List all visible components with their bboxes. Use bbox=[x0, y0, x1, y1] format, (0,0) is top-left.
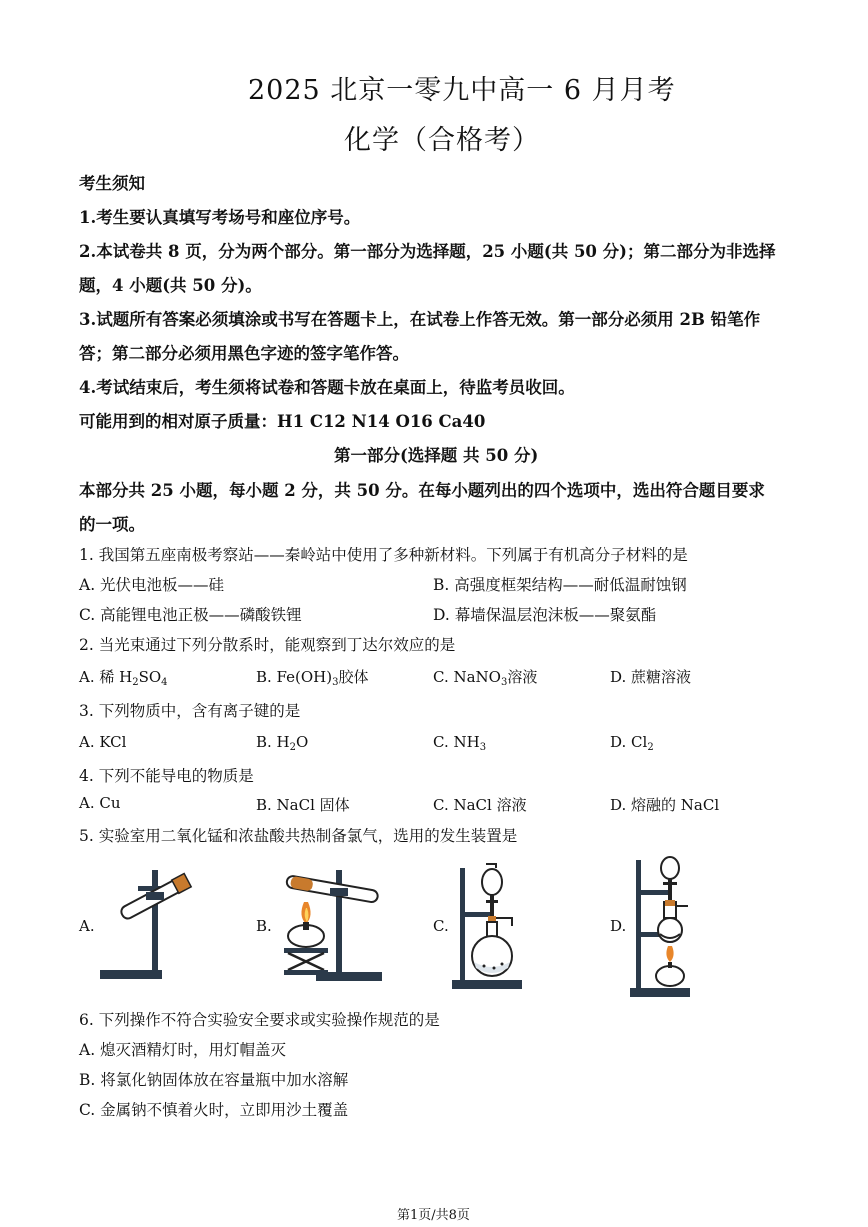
part1-instruction-line-1: 本部分共 25 小题，每小题 2 分，共 50 分。在每小题列出的四个选项中，选出符合题目要求 bbox=[79, 481, 765, 500]
q2-option-b: B. $Fe(OH)_3$胶体 bbox=[256, 668, 369, 688]
apparatus-d-image bbox=[630, 852, 694, 1000]
q5-option-c-label: C. bbox=[433, 917, 449, 935]
q1-option-d: D. 幕墙保温层泡沫板——聚氨酯 bbox=[433, 606, 657, 624]
apparatus-b-image bbox=[276, 860, 384, 984]
q5-option-a-label: A. bbox=[79, 917, 95, 935]
q1-option-c: C. 高能锂电池正极——磷酸铁锂 bbox=[79, 606, 302, 624]
apparatus-a-image bbox=[98, 862, 208, 984]
exam-title: 2025 北京一零九中高一 6 月月考 bbox=[248, 75, 676, 106]
notice-item-2-line-1: 2.本试卷共 8 页，分为两个部分。第一部分为选择题，25 小题(共 50 分)；第二部分为非选择 bbox=[79, 242, 776, 261]
q4-option-a: A. Cu bbox=[79, 794, 121, 812]
notice-item-4: 4.考试结束后，考生须将试卷和答题卡放在桌面上，待监考员收回。 bbox=[79, 378, 575, 397]
notice-item-2-line-2: 题，4 小题(共 50 分)。 bbox=[79, 276, 262, 295]
notice-item-3-line-2: 答；第二部分必须用黑色字迹的签字笔作答。 bbox=[79, 344, 409, 363]
q5-option-d-label: D. bbox=[610, 917, 627, 935]
q3-option-c: C. $NH_3$ bbox=[433, 733, 487, 753]
exam-subtitle: 化学（合格考） bbox=[344, 125, 540, 156]
notice-item-3-line-1: 3.试题所有答案必须填涂或书写在答题卡上，在试卷上作答无效。第一部分必须用 2B 铅笔作 bbox=[79, 310, 761, 329]
q2-option-a: A. 稀 $H_2SO_4$ bbox=[79, 668, 168, 688]
q3-option-d: D. $Cl_2$ bbox=[610, 733, 654, 753]
q3-stem: 3. 下列物质中，含有离子键的是 bbox=[79, 702, 301, 720]
q2-option-d: D. 蔗糖溶液 bbox=[610, 668, 692, 686]
q2-stem: 2. 当光束通过下列分散系时，能观察到丁达尔效应的是 bbox=[79, 636, 456, 654]
q1-stem: 1. 我国第五座南极考察站——秦岭站中使用了多种新材料。下列属于有机高分子材料的是 bbox=[79, 546, 688, 564]
part1-instruction-line-2: 的一项。 bbox=[79, 515, 145, 534]
q2-option-c: C. NaNO$_3$溶液 bbox=[433, 668, 538, 688]
q5-stem: 5. 实验室用二氧化锰和浓盐酸共热制备氯气，选用的发生装置是 bbox=[79, 827, 518, 845]
q5-option-b-label: B. bbox=[256, 917, 272, 935]
notice-heading: 考生须知 bbox=[79, 174, 145, 193]
q1-option-a: A. 光伏电池板——硅 bbox=[79, 576, 225, 594]
q1-option-b: B. 高强度框架结构——耐低温耐蚀钢 bbox=[433, 576, 687, 594]
q3-option-b: B. $H_2O$ bbox=[256, 733, 309, 753]
apparatus-c-image bbox=[452, 860, 524, 992]
page-number: 第1页/共8页 bbox=[397, 1208, 470, 1223]
q6-option-c: C. 金属钠不慎着火时，立即用沙土覆盖 bbox=[79, 1101, 349, 1119]
q6-stem: 6. 下列操作不符合实验安全要求或实验操作规范的是 bbox=[79, 1011, 440, 1029]
atomic-mass-line: 可能用到的相对原子质量：H1 C12 N14 O16 Ca40 bbox=[79, 412, 486, 431]
q4-option-c: C. NaCl 溶液 bbox=[433, 796, 527, 814]
q4-stem: 4. 下列不能导电的物质是 bbox=[79, 767, 254, 785]
notice-item-1: 1.考生要认真填写考场号和座位序号。 bbox=[79, 208, 361, 227]
q6-option-b: B. 将氯化钠固体放在容量瓶中加水溶解 bbox=[79, 1071, 349, 1089]
part1-heading: 第一部分(选择题 共 50 分) bbox=[334, 446, 539, 465]
q4-option-b: B. NaCl 固体 bbox=[256, 796, 350, 814]
q4-option-d: D. 熔融的 NaCl bbox=[610, 796, 720, 814]
q6-option-a: A. 熄灭酒精灯时，用灯帽盖灭 bbox=[79, 1041, 287, 1059]
q3-option-a: A. KCl bbox=[79, 733, 127, 751]
